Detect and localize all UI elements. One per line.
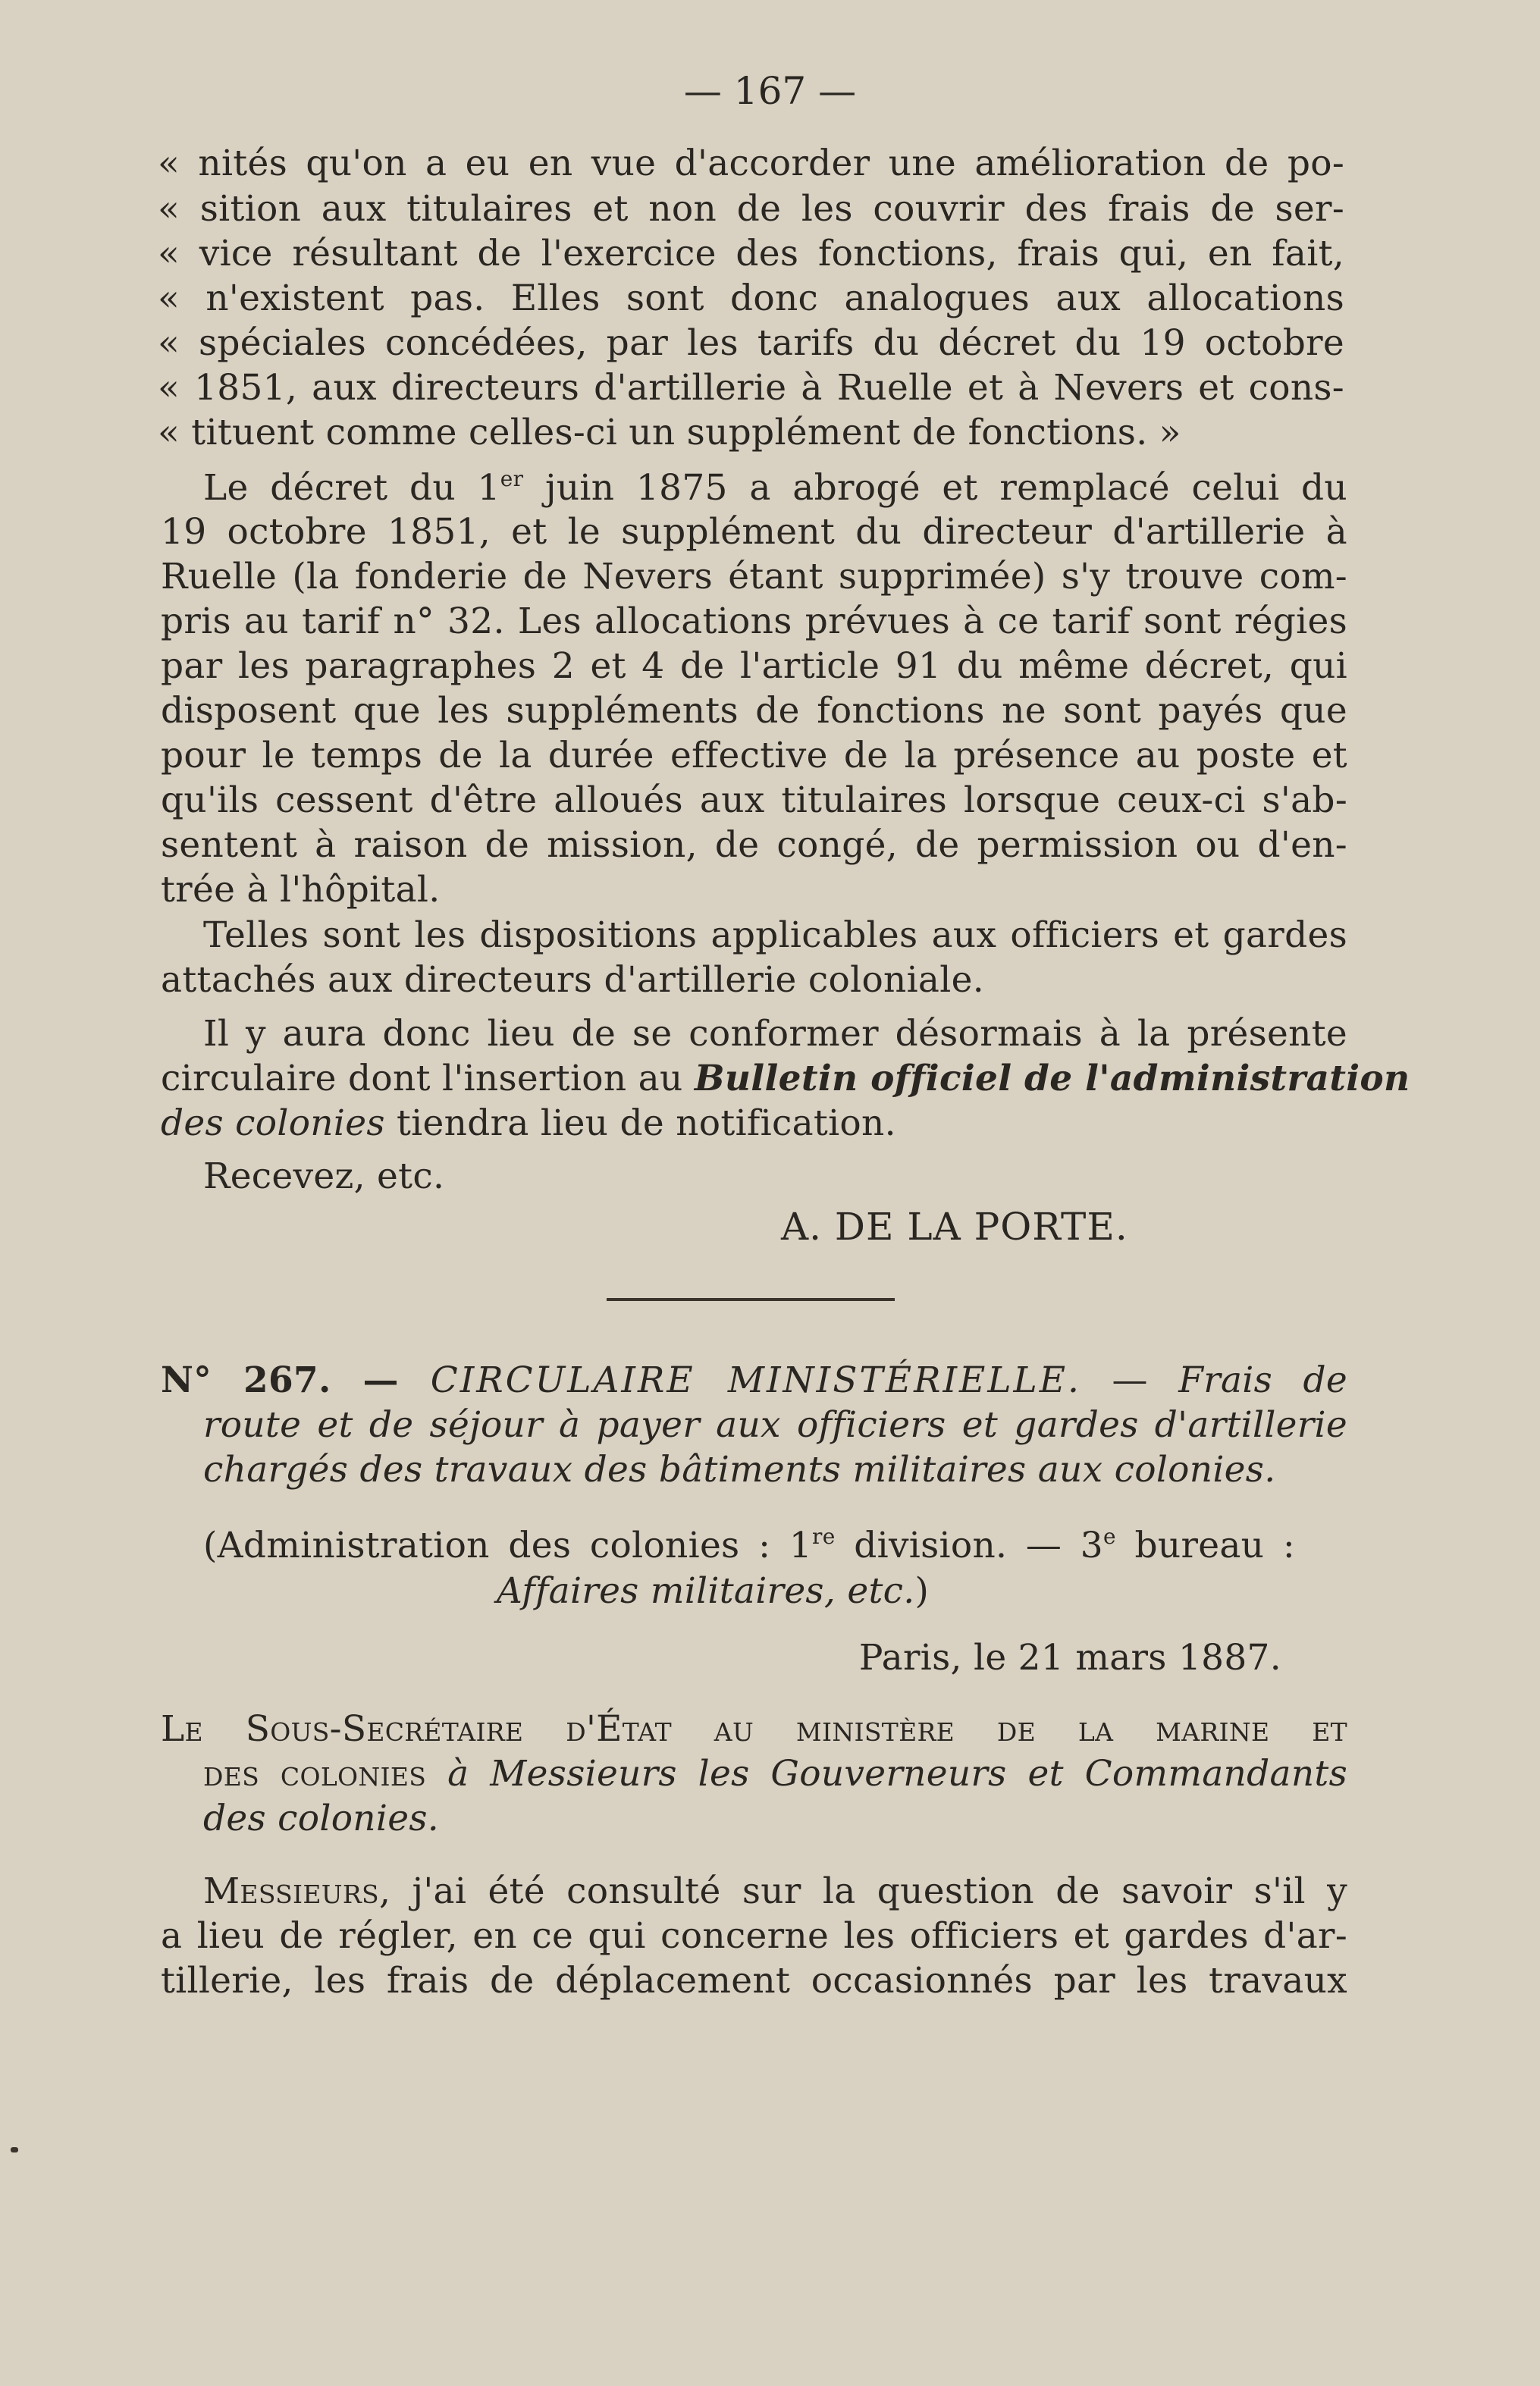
paragraph-line bbox=[203, 1870, 1347, 1914]
circular-subject: Frais de bbox=[1178, 1359, 1348, 1401]
bulletin-title: Bulletin officiel de l'administration bbox=[694, 1058, 1410, 1099]
paragraph-line: tillerie, les frais de déplacement occasionnés par les travaux bbox=[161, 1960, 1347, 2002]
scan-speck bbox=[11, 2147, 18, 2152]
closing-formula: Recevez, etc. bbox=[203, 1155, 445, 1197]
circular-number: N° 267. — bbox=[161, 1359, 431, 1401]
admin-line bbox=[425, 1569, 1001, 1613]
paragraph-line: sentent à raison de mission, de congé, de permission ou d'en- bbox=[161, 824, 1347, 866]
paragraph-line: Il y aura donc lieu de se conformer désormais à la présente bbox=[203, 1013, 1347, 1055]
paragraph-line: par les paragraphes 2 et 4 de l'article 91 du même décret, qui bbox=[161, 645, 1347, 687]
page-number: — 167 — bbox=[683, 69, 857, 113]
quote-line: « sition aux titulaires et non de les couvrir des frais de ser- bbox=[158, 188, 1344, 230]
text-span: — bbox=[1081, 1359, 1179, 1401]
quote-line: « nités qu'on a eu en vue d'accorder une amélioration de po- bbox=[158, 143, 1344, 184]
paragraph-line: trée à l'hôpital. bbox=[161, 869, 441, 911]
bulletin-title-cont: des colonies bbox=[161, 1102, 385, 1144]
address-line bbox=[203, 1752, 1347, 1796]
admin-affaires: Affaires militaires, etc. bbox=[496, 1570, 915, 1612]
text-span: circulaire dont l'insertion au bbox=[161, 1058, 695, 1099]
text-span: juin 1875 a abrogé et remplacé celui du bbox=[523, 467, 1347, 509]
salutation: Messieurs bbox=[203, 1870, 379, 1912]
address-line: Le Sous-Secrétaire d'État au ministère de la marine et bbox=[161, 1708, 1347, 1750]
quote-line: « vice résultant de l'exercice des fonctions, frais qui, en fait, bbox=[158, 233, 1344, 274]
text-span: , j'ai été consulté sur la question de savoir s'il y bbox=[378, 1870, 1347, 1912]
circular-subject-line: chargés des travaux des bâtiments militaires aux colonies. bbox=[203, 1449, 1276, 1491]
paragraph-line: Telles sont les dispositions applicables aux officiers et gardes bbox=[203, 914, 1347, 956]
text-span: Le décret du 1 bbox=[203, 467, 500, 509]
quote-line: « tituent comme celles-ci un supplément de fonctions. » bbox=[158, 412, 1181, 453]
admin-line bbox=[203, 1524, 1295, 1568]
circular-heading bbox=[161, 1359, 1347, 1403]
quote-line: « spéciales concédées, par les tarifs du décret du 19 octobre bbox=[158, 322, 1344, 364]
paragraph-line: 19 octobre 1851, et le supplément du directeur d'artillerie à bbox=[161, 511, 1347, 553]
text-span: des colonies bbox=[203, 1753, 427, 1795]
paragraph-line: pris au tarif n° 32. Les allocations prévues à ce tarif sont régies bbox=[161, 600, 1347, 642]
text-span: tiendra lieu de notification. bbox=[384, 1102, 896, 1144]
paragraph-line: qu'ils cessent d'être alloués aux titulaires lorsque ceux-ci s'ab- bbox=[161, 779, 1347, 821]
signature: A. DE LA PORTE. bbox=[781, 1205, 1128, 1249]
text-span: à Messieurs les Gouverneurs et Commandants bbox=[426, 1753, 1347, 1795]
section-divider bbox=[607, 1298, 895, 1301]
circular-title: CIRCULAIRE MINISTÉRIELLE. bbox=[430, 1359, 1082, 1401]
paragraph-line: a lieu de régler, en ce qui concerne les officiers et gardes d'ar- bbox=[161, 1915, 1347, 1957]
text-span: (Administration des colonies : 1 bbox=[203, 1525, 813, 1566]
superscript: er bbox=[500, 466, 524, 491]
paragraph-line: pour le temps de la durée effective de la présence au poste et bbox=[161, 735, 1347, 776]
paragraph-line: Ruelle (la fonderie de Nevers étant supprimée) s'y trouve com- bbox=[161, 556, 1347, 597]
text-span: ) bbox=[914, 1570, 930, 1612]
paragraph-line: disposent que les suppléments de fonctions ne sont payés que bbox=[161, 690, 1347, 732]
superscript: e bbox=[1103, 1524, 1116, 1549]
paragraph-line: attachés aux directeurs d'artillerie coloniale. bbox=[161, 959, 984, 1001]
paragraph-line bbox=[203, 466, 1347, 510]
paragraph-line bbox=[161, 1057, 1410, 1101]
circular-subject-line: route et de séjour à payer aux officiers et gardes d'artillerie bbox=[203, 1404, 1347, 1446]
quote-line: « 1851, aux directeurs d'artillerie à Ruelle et à Nevers et cons- bbox=[158, 367, 1344, 409]
text-span: bureau : bbox=[1115, 1525, 1295, 1566]
superscript: re bbox=[812, 1524, 836, 1549]
paragraph-line bbox=[161, 1102, 1347, 1146]
address-line: des colonies. bbox=[203, 1798, 439, 1839]
date-line: Paris, le 21 mars 1887. bbox=[858, 1637, 1281, 1679]
quote-line: « n'existent pas. Elles sont donc analogues aux allocations bbox=[158, 277, 1344, 319]
text-span: division. — 3 bbox=[835, 1525, 1104, 1566]
